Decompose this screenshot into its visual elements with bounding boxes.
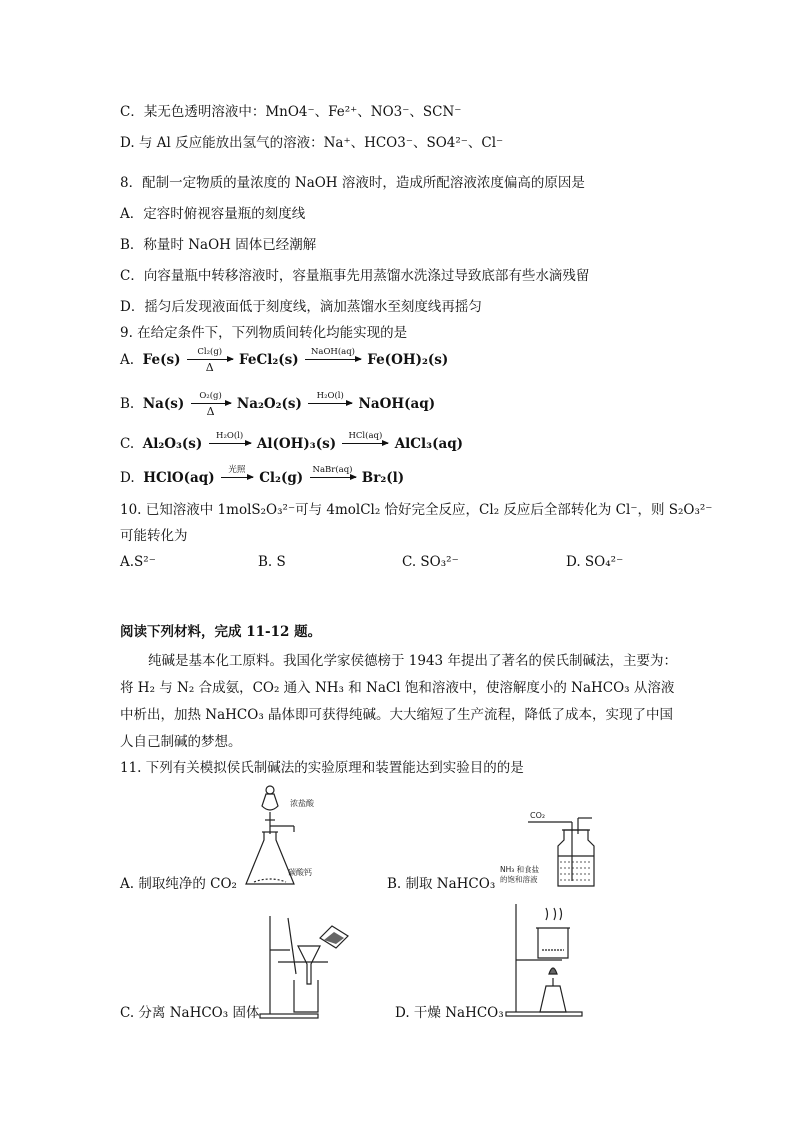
- q9-b-product1: Na₂O₂(s): [236, 395, 302, 412]
- q8-stem: 8．配制一定物质的量浓度的 NaOH 溶液时，造成所配溶液浓度偏高的原因是: [120, 175, 585, 191]
- q9-b-reactant: Na(s): [142, 395, 185, 412]
- q9-d-cond2: NaBr(aq): [312, 465, 353, 475]
- q7-d-ions: Na⁺、HCO3⁻、SO4²⁻、Cl⁻: [323, 135, 504, 151]
- q9-option-b: [120, 392, 435, 417]
- reaction-arrow-icon: [310, 466, 356, 491]
- q10-stem-line2: 可能转化为: [120, 528, 188, 544]
- q9-d-cond1: 光照: [228, 465, 246, 475]
- q9-a-reactant: Fe(s): [142, 351, 181, 368]
- q8-option-a: A．定容时俯视容量瓶的刻度线: [120, 206, 306, 222]
- reaction-arrow-icon: [305, 348, 361, 373]
- q7-option-d: [120, 135, 503, 151]
- fig-b-label-co2: CO₂: [530, 811, 546, 820]
- q9-a-cond1-heat: Δ: [205, 360, 214, 374]
- q7-c-label: C．某无色透明溶液中：: [120, 104, 266, 120]
- q9-option-d: [120, 466, 404, 491]
- reaction-arrow-icon: [191, 392, 231, 417]
- q10-option-b: B. S: [258, 554, 286, 570]
- q10-option-c: C. SO₃²⁻: [402, 554, 459, 570]
- q9-b-label: B.: [120, 395, 135, 412]
- q7-d-label: D. 与 Al 反应能放出氢气的溶液：: [120, 135, 324, 151]
- q9-a-product1: FeCl₂(s): [239, 351, 299, 368]
- reaction-arrow-icon: [308, 392, 352, 417]
- q11-stem: 11. 下列有关模拟侯氏制碱法的实验原理和装置能达到实验目的的是: [120, 760, 524, 776]
- q11-option-d: D. 干燥 NaHCO₃: [395, 1005, 504, 1021]
- q9-b-cond1-heat: Δ: [206, 404, 215, 418]
- q8-option-d: D．摇匀后发现液面低于刻度线，滴加蒸馏水至刻度线再摇匀: [120, 299, 482, 315]
- reading-body: 纯碱是基本化工原料。我国化学家侯德榜于 1943 年提出了著名的侯氏制碱法，主要为：将 H₂ 与 N₂ 合成氨，CO₂ 通入 NH₃ 和 NaCl 饱和溶液中，使溶解度小的 NaHCO₃ 从溶液中析出，加热 NaHCO₃ 晶体即可获得纯碱。大大缩短了生产流程，降低了成本，实现了中国人自己制碱的梦想。: [120, 653, 677, 750]
- q9-option-c: [120, 432, 463, 457]
- fig-b-label-solution: 的饱和溶液: [500, 875, 538, 884]
- q10-stem-line1: 10. 已知溶液中 1molS₂O₃²⁻可与 4molCl₂ 恰好完全反应，Cl₂ 反应后全部转化为 Cl⁻，则 S₂O₃²⁻: [120, 502, 713, 518]
- reaction-arrow-icon: [221, 466, 253, 491]
- q9-a-product2: Fe(OH)₂(s): [367, 351, 449, 368]
- q9-a-cond1: Cl₂(g): [197, 347, 223, 357]
- q9-c-cond1: H₂O(l): [216, 431, 244, 441]
- fig-a-label-hcl: 浓盐酸: [290, 799, 314, 808]
- q9-c-product2: AlCl₃(aq): [394, 435, 464, 452]
- fig-a-label-caco3: 碳酸钙: [288, 868, 312, 877]
- heating-apparatus-icon: [502, 900, 602, 1020]
- reaction-arrow-icon: [209, 432, 251, 457]
- q9-b-cond1: O₂(g): [199, 391, 222, 401]
- q9-c-product1: Al(OH)₃(s): [256, 435, 337, 452]
- q9-b-product2: NaOH(aq): [358, 395, 436, 412]
- q9-a-label: A.: [120, 351, 135, 368]
- q7-option-c: [120, 104, 461, 120]
- q9-c-cond2: HCl(aq): [348, 431, 383, 441]
- filtration-apparatus-icon: [258, 910, 378, 1022]
- q9-d-product1: Cl₂(g): [259, 469, 304, 486]
- q9-c-reactant: Al₂O₃(s): [142, 435, 203, 452]
- q9-a-cond2: NaOH(aq): [310, 347, 355, 357]
- q9-b-cond2: H₂O(l): [316, 391, 344, 401]
- fig-b-label-nh3: NH₃ 和食盐: [500, 865, 540, 874]
- reaction-arrow-icon: [187, 348, 233, 373]
- q9-d-reactant: HClO(aq): [143, 469, 215, 486]
- q8-option-c: C．向容量瓶中转移溶液时，容量瓶事先用蒸馏水洗涤过导致底部有些水滴残留: [120, 268, 590, 284]
- reading-heading: 阅读下列材料，完成 11-12 题。: [120, 624, 322, 640]
- q7-c-ions: MnO4⁻、Fe²⁺、NO3⁻、SCN⁻: [265, 104, 462, 120]
- q11-option-c: C. 分离 NaHCO₃ 固体: [120, 1005, 260, 1021]
- gas-washing-bottle-icon: [500, 806, 600, 896]
- q11-option-b: B. 制取 NaHCO₃: [387, 876, 496, 892]
- reaction-arrow-icon: [342, 432, 388, 457]
- q9-d-product2: Br₂(l): [361, 469, 405, 486]
- q10-option-a: A.S²⁻: [120, 554, 156, 570]
- co2-generator-apparatus-icon: [240, 782, 340, 894]
- q9-option-a: [120, 348, 448, 373]
- q9-d-label: D.: [120, 469, 135, 486]
- q9-c-label: C.: [120, 435, 135, 452]
- q10-option-d: D. SO₄²⁻: [566, 554, 624, 570]
- q9-stem: 9. 在给定条件下，下列物质间转化均能实现的是: [120, 325, 408, 341]
- q11-option-a: A. 制取纯净的 CO₂: [120, 876, 237, 892]
- q8-option-b: B．称量时 NaOH 固体已经潮解: [120, 237, 317, 253]
